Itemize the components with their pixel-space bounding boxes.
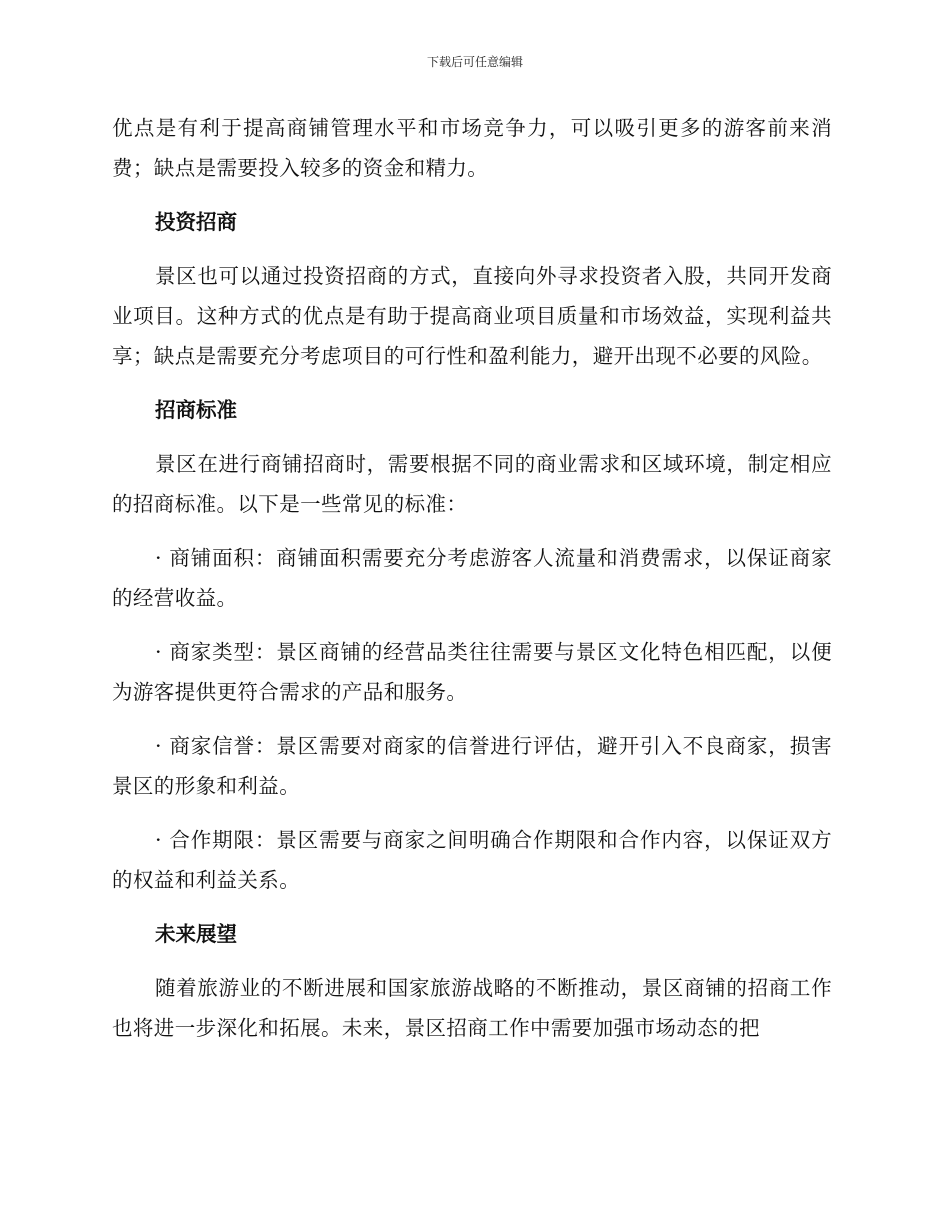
section-heading-standards: 招商标准 bbox=[155, 398, 237, 422]
document-body bbox=[112, 108, 832, 1062]
page-header: 下载后可任意编辑 bbox=[426, 55, 523, 69]
paragraph-advantages: 优点是有利于提高商铺管理水平和市场竞争力，可以吸引更多的游客前来消费；缺点是需要投入较多的资金和精力。 bbox=[112, 116, 832, 180]
list-item-merchant-credit: · 商家信誉：景区需要对商家的信誉进行评估，避开引入不良商家，损害景区的形象和利益。 bbox=[112, 734, 832, 798]
paragraph-investment: 景区也可以通过投资招商的方式，直接向外寻求投资者入股，共同开发商业项目。这种方式的优点是有助于提高商业项目质量和市场效益，实现利益共享；缺点是需要充分考虑项目的可行性和盈利能力，避开出现不必要的风险。 bbox=[112, 264, 832, 368]
paragraph-standards-intro: 景区在进行商铺招商时，需要根据不同的商业需求和区域环境，制定相应的招商标准。以下是一些常见的标准： bbox=[112, 452, 832, 516]
list-item-merchant-type: · 商家类型：景区商铺的经营品类往往需要与景区文化特色相匹配，以便为游客提供更符合需求的产品和服务。 bbox=[112, 640, 832, 704]
list-item-shop-area: · 商铺面积：商铺面积需要充分考虑游客人流量和消费需求，以保证商家的经营收益。 bbox=[112, 546, 832, 610]
list-item-cooperation-term: · 合作期限：景区需要与商家之间明确合作期限和合作内容，以保证双方的权益和利益关系。 bbox=[112, 828, 832, 892]
section-heading-outlook: 未来展望 bbox=[155, 922, 237, 946]
paragraph-outlook: 随着旅游业的不断进展和国家旅游战略的不断推动，景区商铺的招商工作也将进一步深化和拓展。未来，景区招商工作中需要加强市场动态的把 bbox=[112, 976, 832, 1040]
section-heading-investment: 投资招商 bbox=[155, 210, 237, 234]
